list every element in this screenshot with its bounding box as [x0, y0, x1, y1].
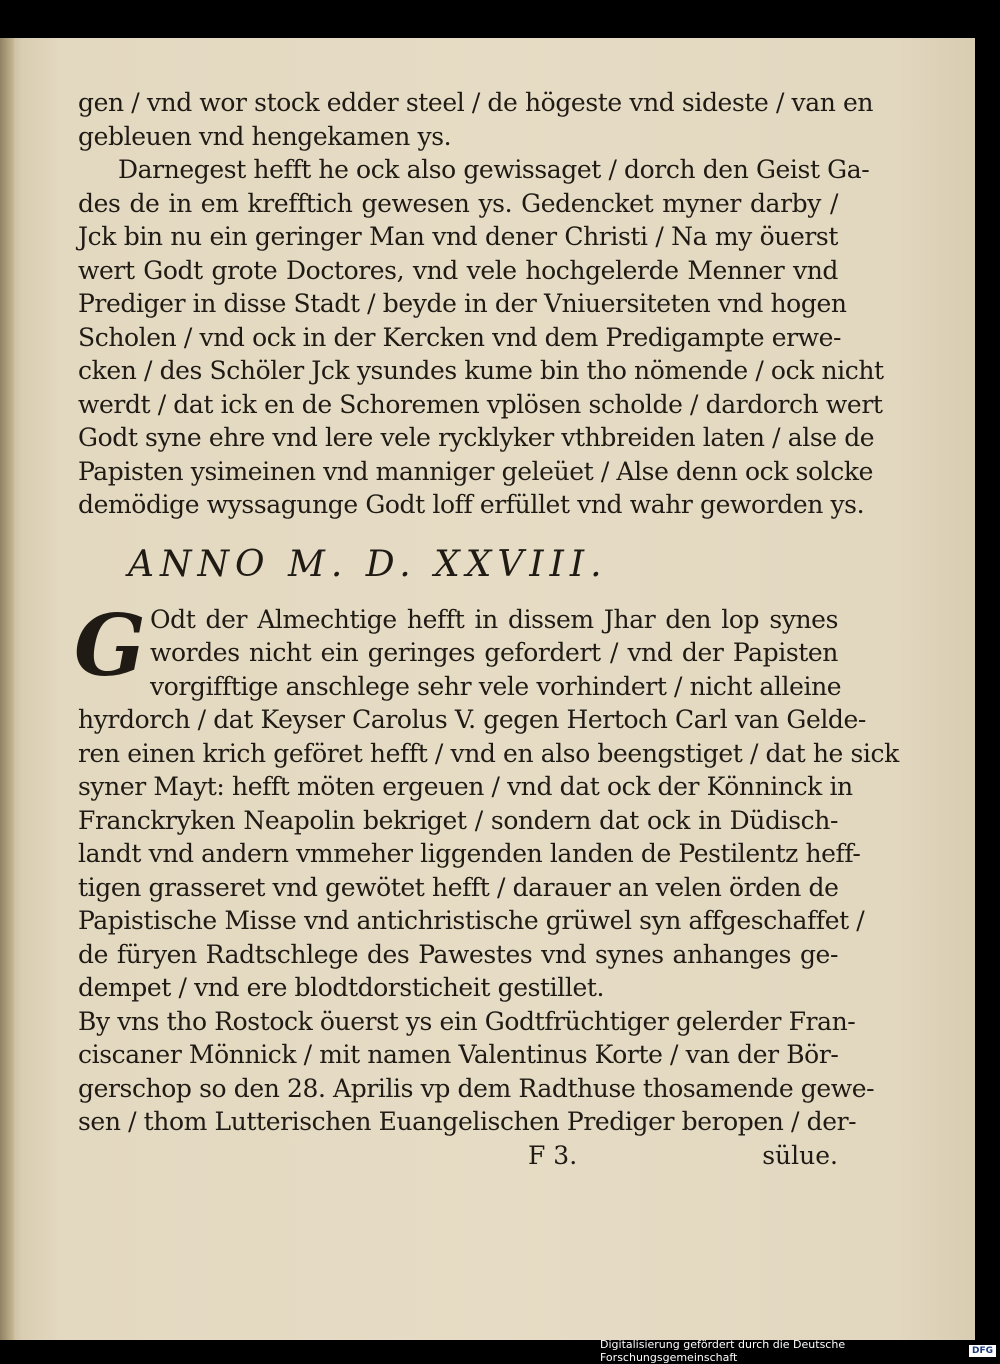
- catchword: sülue.: [762, 1140, 838, 1170]
- text-line: landt vnd andern vmmeher liggenden landen de Pestilentz heff-: [78, 839, 861, 868]
- paragraph-rostock: [78, 1005, 875, 1139]
- text-line: sen / thom Lutterischen Euangelischen Prediger beropen / der-: [78, 1107, 857, 1136]
- year-heading: ANNO M. D. XXVIII.: [128, 543, 608, 585]
- text-line: Darnegest hefft he ock also gewissaget / dorch den Geist Ga-: [118, 155, 870, 184]
- text-line: syner Mayt: hefft möten ergeuen / vnd dat ock der Könninck in: [78, 772, 853, 801]
- paragraph-1528: [74, 595, 899, 1005]
- text-line: de füryen Radtschlege des Pawestes vnd synes anhanges ge-: [78, 939, 838, 969]
- text-line: Prediger in disse Stadt / beyde in der Vniuersiteten vnd hogen: [78, 289, 847, 318]
- text-line: demödige wyssagunge Godt loff erfüllet vnd wahr geworden ys.: [78, 490, 865, 519]
- signature-mark: F 3.: [528, 1140, 578, 1170]
- text-line: gen / vnd wor stock edder steel / de högeste vnd sideste / van en: [78, 88, 874, 117]
- text-line: gerschop so den 28. Aprilis vp dem Radthuse thosamende gewe-: [78, 1073, 875, 1103]
- text-line: Papisten ysimeinen vnd manniger geleüet / Alse denn ock solcke: [78, 456, 873, 486]
- scanned-page: [0, 38, 975, 1340]
- text-line: werdt / dat ick en de Schoremen vplösen scholde / dardorch wert: [78, 389, 883, 419]
- page-footer-row: [78, 1139, 838, 1173]
- text-line: wert Godt grote Doctores, vnd vele hochgelerde Menner vnd: [78, 255, 838, 285]
- text-line: gebleuen vnd hengekamen ys.: [78, 121, 452, 151]
- text-line: Odt der Almechtige hefft in dissem Jhar den lop synes: [150, 604, 838, 634]
- text-line: ciscaner Mönnick / mit namen Valentinus Korte / van der Bör-: [78, 1040, 839, 1069]
- text-line: wordes nicht ein geringes gefordert / vnd der Papisten: [150, 638, 838, 667]
- funding-text: Digitalisierung gefördert durch die Deutsche Forschungsgemeinschaft: [600, 1337, 846, 1364]
- paragraph-top: [78, 86, 884, 522]
- text-line: des de in em krefftich gewesen ys. Gedencket myner darby /: [78, 188, 838, 218]
- text-line: Papistische Misse vnd antichristische grüwel syn affgeschaffet /: [78, 906, 865, 935]
- dfg-logo: DFG: [969, 1345, 996, 1357]
- decorated-initial: G: [74, 595, 146, 695]
- page-text: [74, 86, 899, 1173]
- text-line: cken / des Schöler Jck ysundes kume bin tho nömende / ock nicht: [78, 356, 884, 385]
- text-line: vorgifftige anschlege sehr vele vorhindert / nicht alleine: [150, 671, 842, 701]
- text-line: By vns tho Rostock öuerst ys ein Godtfrüchtiger gelerder Fran-: [78, 1006, 856, 1036]
- text-line: ren einen krich geföret hefft / vnd en also beengstiget / dat he sick: [78, 738, 899, 768]
- text-line: Franckryken Neapolin bekriget / sondern dat ock in Düdisch-: [78, 805, 838, 835]
- funding-banner: [600, 1337, 1000, 1364]
- text-line: tigen grasseret vnd gewötet hefft / darauer an velen örden de: [78, 872, 839, 902]
- text-line: Godt syne ehre vnd lere vele rycklyker vthbreiden laten / alse de: [78, 423, 875, 452]
- text-line: hyrdorch / dat Keyser Carolus V. gegen Hertoch Carl van Gelde-: [78, 705, 866, 734]
- text-line: dempet / vnd ere blodtdorsticheit gestillet.: [78, 973, 605, 1002]
- text-line: Scholen / vnd ock in der Kercken vnd dem Predigampte erwe-: [78, 322, 842, 352]
- text-line: Jck bin nu ein geringer Man vnd dener Christi / Na my öuerst: [78, 222, 838, 251]
